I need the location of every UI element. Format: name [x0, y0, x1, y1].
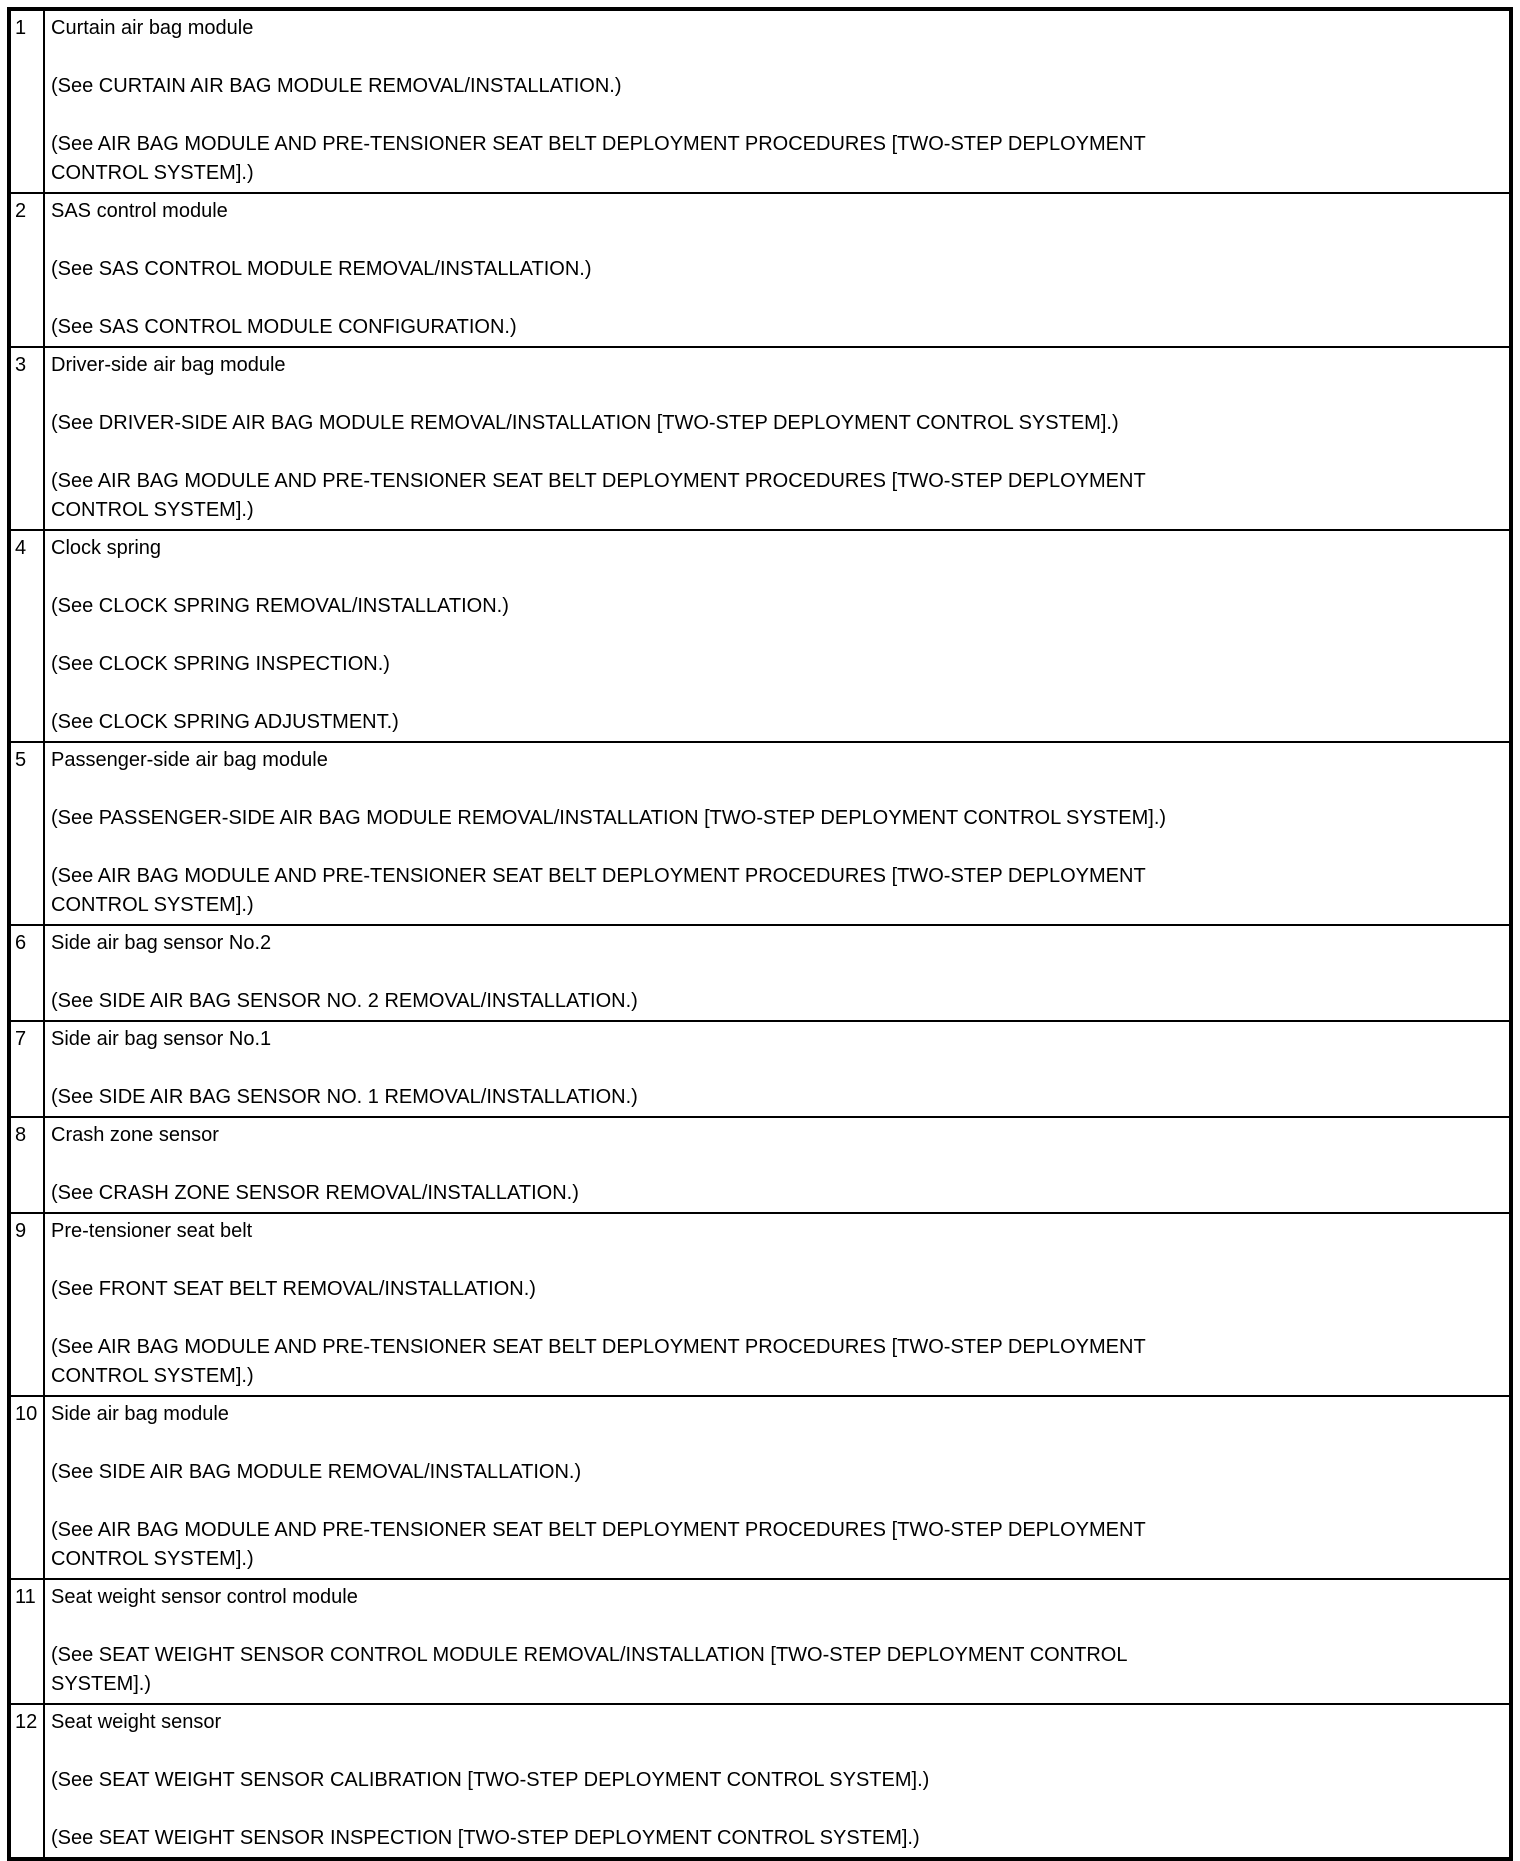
reference-line: (See CLOCK SPRING INSPECTION.): [51, 653, 390, 675]
component-name: Crash zone sensor: [51, 1124, 219, 1146]
see-reference: [51, 1458, 1499, 1487]
component-description-cell: [45, 1705, 1509, 1857]
component-name: Seat weight sensor control module: [51, 1586, 358, 1608]
see-reference: [51, 1179, 1499, 1208]
see-reference: [51, 313, 1499, 342]
table-row: [11, 924, 1509, 1020]
component-description-cell: [45, 1022, 1509, 1116]
see-reference: [51, 592, 1499, 621]
row-number: 10: [11, 1397, 45, 1578]
reference-line: (See SAS CONTROL MODULE CONFIGURATION.): [51, 316, 517, 338]
see-reference: [51, 409, 1499, 438]
component-name: Side air bag sensor No.1: [51, 1028, 272, 1050]
see-reference: [51, 255, 1499, 284]
table-row: [11, 1020, 1509, 1116]
table-row: [11, 741, 1509, 924]
row-number: 9: [11, 1214, 45, 1395]
table-row: [11, 1395, 1509, 1578]
component-name: Side air bag sensor No.2: [51, 932, 272, 954]
component-description-cell: [45, 194, 1509, 346]
see-reference: [51, 650, 1499, 679]
table-row: [11, 1212, 1509, 1395]
component-name: Pre-tensioner seat belt: [51, 1220, 253, 1242]
reference-line: (See AIR BAG MODULE AND PRE-TENSIONER SEAT BELT DEPLOYMENT PROCEDURES [TWO-STEP DEPLOYMENT: [51, 470, 1146, 492]
reference-line: (See SIDE AIR BAG SENSOR NO. 2 REMOVAL/INSTALLATION.): [51, 990, 638, 1012]
see-reference: [51, 467, 1499, 525]
component-name: SAS control module: [51, 200, 228, 222]
row-number: 2: [11, 194, 45, 346]
reference-line: CONTROL SYSTEM].): [51, 894, 254, 916]
reference-line: (See CRASH ZONE SENSOR REMOVAL/INSTALLATION.): [51, 1182, 579, 1204]
component-description-cell: [45, 1118, 1509, 1212]
see-reference: [51, 1824, 1499, 1853]
reference-line: (See AIR BAG MODULE AND PRE-TENSIONER SEAT BELT DEPLOYMENT PROCEDURES [TWO-STEP DEPLOYMENT: [51, 865, 1146, 887]
reference-line: (See CURTAIN AIR BAG MODULE REMOVAL/INSTALLATION.): [51, 75, 622, 97]
reference-line: SYSTEM].): [51, 1673, 152, 1695]
table-row: [11, 1116, 1509, 1212]
reference-line: CONTROL SYSTEM].): [51, 1365, 254, 1387]
component-description-cell: [45, 348, 1509, 529]
see-reference: [51, 804, 1499, 833]
reference-line: (See AIR BAG MODULE AND PRE-TENSIONER SEAT BELT DEPLOYMENT PROCEDURES [TWO-STEP DEPLOYMENT: [51, 133, 1146, 155]
see-reference: [51, 72, 1499, 101]
row-number: 4: [11, 531, 45, 741]
reference-line: CONTROL SYSTEM].): [51, 1548, 254, 1570]
see-reference: [51, 1083, 1499, 1112]
reference-line: (See SEAT WEIGHT SENSOR INSPECTION [TWO-STEP DEPLOYMENT CONTROL SYSTEM].): [51, 1827, 920, 1849]
see-reference: [51, 130, 1499, 188]
reference-line: (See AIR BAG MODULE AND PRE-TENSIONER SEAT BELT DEPLOYMENT PROCEDURES [TWO-STEP DEPLOYMENT: [51, 1336, 1146, 1358]
component-description-cell: [45, 1580, 1509, 1703]
table-row: [11, 192, 1509, 346]
reference-line: CONTROL SYSTEM].): [51, 162, 254, 184]
reference-line: (See SEAT WEIGHT SENSOR CALIBRATION [TWO-STEP DEPLOYMENT CONTROL SYSTEM].): [51, 1769, 930, 1791]
component-description-cell: [45, 926, 1509, 1020]
component-name: Clock spring: [51, 537, 162, 559]
reference-line: (See PASSENGER-SIDE AIR BAG MODULE REMOVAL/INSTALLATION [TWO-STEP DEPLOYMENT CONTROL SYSTEM].): [51, 807, 1167, 829]
component-name: Driver-side air bag module: [51, 354, 286, 376]
see-reference: [51, 1766, 1499, 1795]
row-number: 8: [11, 1118, 45, 1212]
see-reference: [51, 1516, 1499, 1574]
row-number: 12: [11, 1705, 45, 1857]
table-row: [11, 1703, 1509, 1857]
table-row: [11, 11, 1509, 192]
reference-line: (See AIR BAG MODULE AND PRE-TENSIONER SEAT BELT DEPLOYMENT PROCEDURES [TWO-STEP DEPLOYMENT: [51, 1519, 1146, 1541]
reference-line: (See FRONT SEAT BELT REMOVAL/INSTALLATION.): [51, 1278, 536, 1300]
reference-line: (See CLOCK SPRING ADJUSTMENT.): [51, 711, 399, 733]
see-reference: [51, 987, 1499, 1016]
table-row: [11, 1578, 1509, 1703]
component-name: Passenger-side air bag module: [51, 749, 328, 771]
reference-line: (See SEAT WEIGHT SENSOR CONTROL MODULE REMOVAL/INSTALLATION [TWO-STEP DEPLOYMENT CONTROL: [51, 1644, 1128, 1666]
see-reference: [51, 1275, 1499, 1304]
reference-line: (See DRIVER-SIDE AIR BAG MODULE REMOVAL/INSTALLATION [TWO-STEP DEPLOYMENT CONTROL SYSTEM].): [51, 412, 1119, 434]
reference-line: (See CLOCK SPRING REMOVAL/INSTALLATION.): [51, 595, 509, 617]
see-reference: [51, 1333, 1499, 1391]
component-name: Seat weight sensor: [51, 1711, 222, 1733]
component-description-cell: [45, 743, 1509, 924]
see-reference: [51, 862, 1499, 920]
component-description-cell: [45, 1214, 1509, 1395]
row-number: 5: [11, 743, 45, 924]
component-description-cell: [45, 531, 1509, 741]
row-number: 11: [11, 1580, 45, 1703]
component-reference-table: [7, 7, 1513, 1861]
see-reference: [51, 1641, 1499, 1699]
reference-line: (See SIDE AIR BAG SENSOR NO. 1 REMOVAL/INSTALLATION.): [51, 1086, 638, 1108]
component-name: Side air bag module: [51, 1403, 229, 1425]
table-row: [11, 529, 1509, 741]
component-name: Curtain air bag module: [51, 17, 254, 39]
table-row: [11, 346, 1509, 529]
row-number: 7: [11, 1022, 45, 1116]
row-number: 3: [11, 348, 45, 529]
reference-line: (See SIDE AIR BAG MODULE REMOVAL/INSTALLATION.): [51, 1461, 582, 1483]
row-number: 6: [11, 926, 45, 1020]
see-reference: [51, 708, 1499, 737]
reference-line: (See SAS CONTROL MODULE REMOVAL/INSTALLATION.): [51, 258, 592, 280]
reference-line: CONTROL SYSTEM].): [51, 499, 254, 521]
row-number: 1: [11, 11, 45, 192]
component-description-cell: [45, 1397, 1509, 1578]
component-description-cell: [45, 11, 1509, 192]
